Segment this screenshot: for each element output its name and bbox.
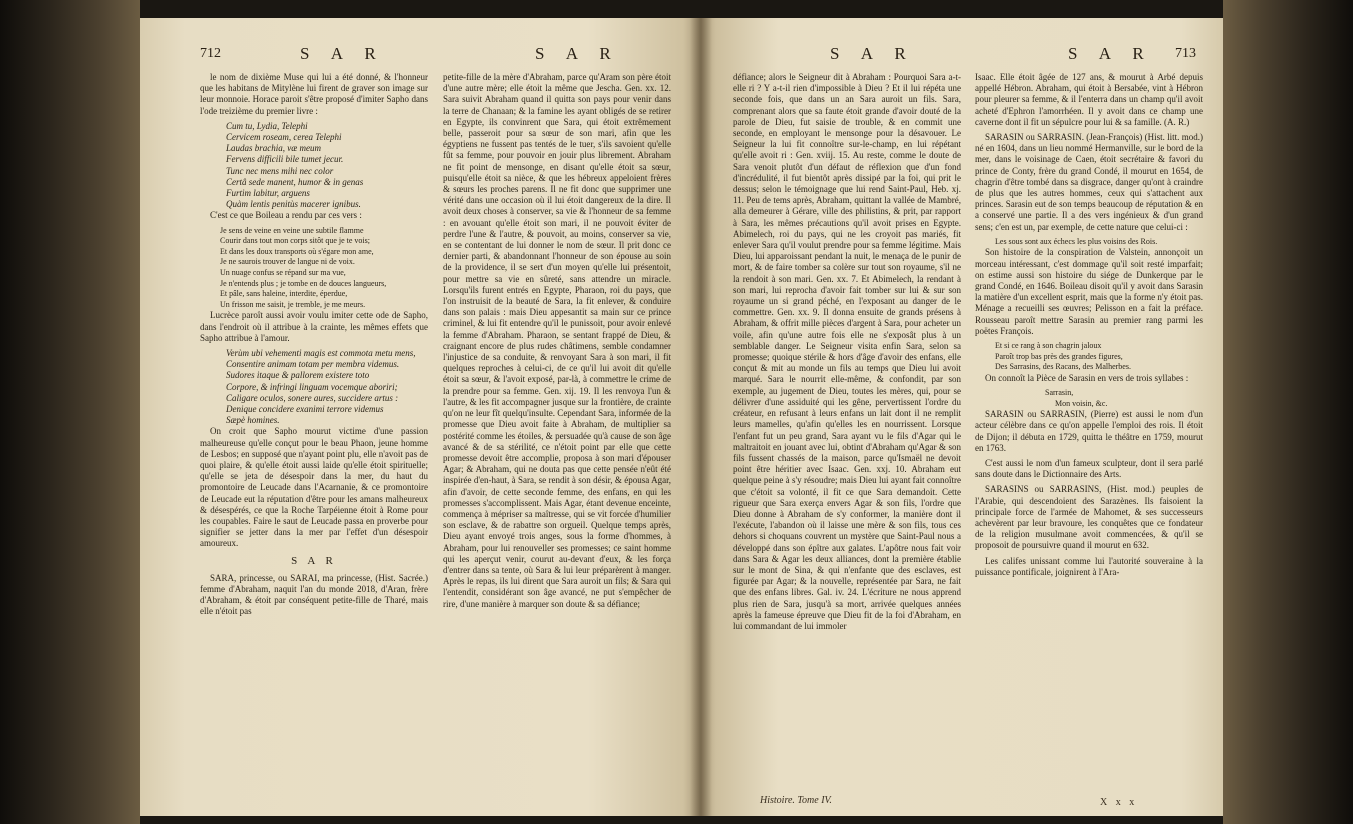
left-page-column-1 bbox=[200, 72, 428, 788]
quote: Les sous sont aux échecs les plus voisins des Rois. bbox=[995, 236, 1158, 246]
running-head-right-col1: S A R bbox=[830, 44, 915, 63]
verse-line: Quàm lentis penitùs macerer ignibus. bbox=[226, 199, 361, 210]
french-verse bbox=[200, 226, 428, 311]
right-page bbox=[700, 18, 1223, 816]
paragraph: C'est ce que Boileau a rendu par ces vers : bbox=[210, 210, 362, 221]
verse-line: Caligare oculos, sonere aures, succidere artus : bbox=[226, 392, 399, 403]
paragraph: le nom de dixième Muse qui lui a été donné, & l'honneur que les habitans de Mitylène lui firent de graver son image sur leur monnoie. Horace paroit s'être proposé d'imiter Sapho dans l'ode treizième du premier livre : bbox=[200, 72, 428, 116]
running-head-left-col2: S A R bbox=[535, 44, 620, 63]
verse-line: Consentire animam totam per membra videmus. bbox=[226, 359, 400, 370]
verse-line: Paroît trop bas près des grandes figures, bbox=[995, 351, 1123, 361]
verse-line: Courir dans tout mon corps sitôt que je te vois; bbox=[220, 236, 370, 246]
section-heading: S A R bbox=[291, 554, 337, 567]
verse-line: Fervens difficili bile tumet jecur. bbox=[226, 154, 344, 165]
verse-line: Cervicem roseam, cerea Telephi bbox=[226, 132, 342, 143]
verse-line: Et pâle, sans haleine, interdite, éperdue, bbox=[220, 289, 348, 299]
book-edge-right bbox=[1223, 0, 1353, 824]
latin-verse-2 bbox=[200, 348, 428, 426]
verse-line: Furtim labitur, arguens bbox=[226, 188, 310, 199]
verse-block bbox=[975, 341, 1203, 373]
running-head-left-col1: S A R bbox=[300, 44, 385, 63]
paragraph: SARASIN ou SARRASIN, (Pierre) est aussi le nom d'un acteur célèbre dans ce qu'on appelle l'emploi des rois. Il étoit de Dijon; il débuta en 1729, quitta le théâtre en 1759, mourut en 1763. bbox=[975, 409, 1203, 453]
verse-line: Je n'entends plus ; je tombe en de douces langueurs, bbox=[220, 278, 387, 288]
verse-line: Laudas brachia, væ meum bbox=[226, 143, 321, 154]
book-edge-left bbox=[0, 0, 140, 824]
verse-line: Verùm ubi vehementi magis est commota metu mens, bbox=[226, 348, 416, 358]
verse-line: Denique concidere exanimi terrore videmus bbox=[226, 404, 384, 415]
paragraph: SARASINS ou SARRASINS, (Hist. mod.) peuples de l'Arabie, qui descendoient des Sarazènes. Ils faisoient la principale force de l'armée de Mahomet, & ses successeurs achevèrent par leur bravoure, les conquêtes que ce fondateur de la religion musulmane avoit commencées, & qu'il se proposoit de poursuivre quand il mourut en 632. bbox=[975, 484, 1203, 551]
paragraph: On connoît la Pièce de Sarasin en vers de trois syllabes : bbox=[985, 372, 1189, 383]
book-gutter bbox=[690, 18, 712, 816]
paragraph: C'est aussi le nom d'un fameux sculpteur, dont il sera parlé sans doute dans le Dictionnaire des Arts. bbox=[975, 458, 1203, 480]
verse-line: Un frisson me saisit, je tremble, je me meurs. bbox=[220, 299, 366, 309]
signature-mark: X x x bbox=[1100, 797, 1138, 808]
verse-line: Un nuage confus se répand sur ma vue, bbox=[220, 268, 346, 278]
paragraph: SARASIN ou SARRASIN. (Jean-François) (Hist. litt. mod.) né en 1604, dans un lieu nommé Hermanville, sur le bord de la mer, dans le voisinage de Caen, étoit secrétaire & favori du prince de Conty, frère du grand Condé, il mourut en 1654, de chagrin d'être tombé dans sa disgrace, danger qu'ont à craindre de plus que les autres hommes, ceux qui s'attachent aux princes. Sarasin eut de son temps beaucoup de réputation & en a conservé une partie. Il a des vers ingénieux & d'un grand sens; c'en est un, par exemple, de cette nature que celui-ci : bbox=[975, 132, 1203, 232]
page-number-left: 712 bbox=[200, 46, 221, 61]
paragraph: Isaac. Elle étoit âgée de 127 ans, & mourut à Arbé depuis appellé Hébron. Abraham, qui étoit à Bersabée, vint à Hébron pour pleurer sa femme, & il l'enterra dans un champ qu'il avoit acheté d'Ephron l'amorrhéen. Il y avoit dans ce champ une caverne dont il fit un sépulcre pour lui & sa famille. (A. R.) bbox=[975, 72, 1203, 127]
verse-line: Corpore, & infringi linguam vocemque aboriri; bbox=[226, 381, 398, 392]
verse-line: Je ne saurois trouver de langue ni de voix. bbox=[220, 257, 355, 267]
verse-block-2 bbox=[975, 388, 1203, 409]
verse-line: Je sens de veine en veine une subtile flamme bbox=[220, 225, 364, 235]
verse-line: Cum tu, Lydia, Telephi bbox=[226, 120, 308, 131]
verse-line: Sæpè homines. bbox=[226, 415, 280, 426]
paragraph: Lucrèce paroît aussi avoir voulu imiter cette ode de Sapho, dans l'endroit où il attribue à la crainte, les mêmes effets que Sapho attribue à l'amour. bbox=[200, 310, 428, 343]
paragraph: défiance; alors le Seigneur dit à Abraham : Pourquoi Sara a-t-elle ri ? Y a-t-il rien d'impossible à Dieu ? Et il lui répéta une seconde fois, que dans un an Sara auroit un fils. Sara, comprenant alors que sa faute étoit grande d'avoir douté de la parole de Dieu, fut saisie de trouble, & en commit une seconde, en employant le mensonge pour la désavouer. Le Seigneur la lui fit connoître sur-le-champ, en lui répétant qu'elle avoit ri : Gen. xviij. 15. Au reste, comme le doute de Sara venoit plutôt d'un défaut de réflexion que d'un fond d'incrédulité, il fut bientôt après dissipé par la foi, qui prit le dessus; selon le témoignage que lui rend Saint-Paul, Heb. xj. 11. Peu de tems après, Abraham, quittant la vallée de Mambré, alla demeurer à Gérare, ville des philistins, & prit, par rapport à Sara, les mêmes précautions qu'il avoit prises en Egypte. Abimelech, roi du pays, qui ne les croyoit pas mariés, fit enlever Sara qu'il voulut prendre pour sa femme légitime. Mais Dieu, lui apparoissant pendant la nuit, le menaça de le punir de mort, & de faire tomber sa colère sur tout son royaume, s'il ne la rendoit à son mari. Gen. xx. 7. Et Abimelech, la rendant à son mari, lui reprocha d'avoir fait tomber sur lui & sur son royaume un si grand péché, en l'exposant au danger de le commettre. Gen. xx. 9. Il donna ensuite de grands présens à Abraham, & offrit mille pièces d'argent à Sara, pour acheter un voile, afin qu'une autre fois elle ne s'exposât plus à un semblable danger. Le Seigneur visita enfin Sara, selon sa promesse; quoique stérile & hors d'âge d'avoir des enfans, elle conçut & mit au monde un fils au temps que Dieu lui avoit marqué. Sara le nourrit elle-même, & confondit, par son exemple, au jugement de Dieu, toutes les mères, qui, pour se délivrer d'une assiduité qui les gêne, pervertissent l'ordre du créateur, en refusant à leurs enfans un lait dont il ne remplit leurs mamelles, qu'afin qu'elles les en nourrissent. Lorsque l'enfant fut un peu grand, Sara ayant vu le fils d'Agar qui le maltraitoit en jouant avec lui, obtint d'Abraham qu'Agar & son fils fussent chassés de la maison, parce qu'Ismaël ne devoit point être héritier avec Isaac. Gen. xxj. 10. Abraham eut quelque peine à s'y résoudre; mais Dieu lui ayant fait connoître que c'étoit sa volonté, il fit ce que Sara demandoit. Cette rigueur que Sara exerça envers Agar & son fils, l'ordre que Dieu donne à Abraham de s'y conformer, la manière dont il l'exécute, l'abandon où il laisse une mère & son fils, tous ces dehors si choquans couvrent un mystère que Saint-Paul nous a développé dans son épître aux galates. L'apôtre nous fait voir dans Sara & Agar les deux alliances, dont la première établie sur le mont de Sina, & qui n'enfante que des esclaves, est figurée par Agar; & la nouvelle, représentée par Sara, ne fait que des enfans libres. Gal. iv. 24. L'écriture ne nous apprend plus rien de Sara, jusqu'à sa mort, arrivée quelques années après la fameuse épreuve que Dieu fit de la foi d'Abraham, en lui commandant de lui immoler bbox=[733, 72, 961, 631]
page-footer: Histoire. Tome IV. bbox=[760, 795, 832, 806]
running-head-right-col2: S A R bbox=[1068, 44, 1153, 63]
left-page bbox=[140, 18, 700, 816]
left-page-column-2 bbox=[443, 72, 671, 788]
verse-line: Sudores itaque & pallorem existere toto bbox=[226, 370, 370, 381]
verse-line: Et si ce rang à son chagrin jaloux bbox=[995, 341, 1102, 351]
verse-line: Mon voisin, &c. bbox=[1055, 398, 1108, 408]
paragraph: petite-fille de la mère d'Abraham, parce qu'Aram son père étoit d'une autre mère; elle étoit la même que Jescha. Gen. xx. 12. Sara suivit Abraham quand il quitta son pays pour venir dans la terre de Chanaan; & la famine les ayant obligés de se retirer en Egypte, ils convinrent que Sara, qui étoit extrêmement belle, passeroit pour sa sœur de son mari, afin que les égyptiens ne fussent pas tentés de le tuer, s'ils savoient qu'elle fût sa femme, pour pouvoir en jouir plus librement. Abraham ne fit point de mensonge, en disant qu'elle étoit sa sœur, puisqu'elle étoit sa nièce, & que les hébreux appeloient frères & sœurs les proches parens. Il ne fit donc que supprimer une vérité dans une occasion où il lui étoit dangereux de la dire. Il avoit deux choses à conserver, sa vie & l'honneur de sa femme : en avouant qu'elle étoit son mari, il ne pouvoit éviter de perdre l'une & l'autre, & pouvoit, au moins, conserver sa vie, en se contentant de lui donner le nom de sœur. Il prit donc ce dernier parti, & abandonnant l'honneur de son épouse au soin de la providence, il se sert d'un moyen qu'elle lui présentoit, pour mettre sa vie en sûreté, sans attendre un miracle. Lorsqu'ils furent entrés en Egypte, Pharaon, roi du pays, que l'on instruisit de la beauté de Sara, la fit enlever, & conduire dans son palais : mais Dieu appesantit sa main sur ce prince criminel, & lui fit entendre qu'il le punissoit, pour avoir enlevé la femme d'Abraham. Pharaon, se sentant frappé de Dieu, & craignant encore de plus rudes châtimens, semble condamner l'injustice de sa conduite, & renvoyant Sara à son mari, il fit quelques reproches à celui-ci, de ce qu'il lui avoit dit qu'elle étoit sa sœur, & l'avoit exposé, par-là, à commettre le crime de la prendre pour sa femme. Gen. xij. 19. Il les renvoya l'un & l'autre, & les fit accompagner jusque sur la frontière, de crainte qu'on ne leur fît quelqu'insulte. Cependant Sara, informée de la promesse que Dieu avoit faite à Abraham, de multiplier sa postérité comme les étoiles, & persuadée qu'à cause de son âge avancé & de sa stérilité, ce n'étoit point par elle que cette promesse devoit être accomplie, proposa à son mari d'épouser Agar; & Abraham, qui ne douta pas que cette pensée n'eût été inspirée d'en-haut, à Sara, se rendit à son désir, & épousa Agar, afin d'avoir, de cette seconde femme, des enfans, en qui les promesses s'accomplissent. Mais Agar, étant devenue enceinte, commença à mépriser sa maîtresse, qui se vit forcée d'humilier son esclave, & de rabattre son orgueil. Quelque temps après, Dieu ayant envoyé trois anges, sous la forme d'hommes, à Abraham, pour lui renouveller ses promesses; ce saint homme qui les aperçut venir, courut au-devant d'eux, & les força d'entrer dans sa tente, où Sara & lui leur préparèrent à manger. Après le repas, ils lui dirent que Sara auroit un fils; & Sara qui l'entendit, considérant son âge avancé, ne put s'empêcher de rire, d'une manière à marquer son doute & sa défiance; bbox=[443, 72, 671, 609]
page-number-right: 713 bbox=[1175, 46, 1196, 61]
verse-line: Et dans les doux transports où s'égare mon ame, bbox=[220, 246, 374, 256]
right-page-column-1 bbox=[733, 72, 961, 788]
paragraph: SARA, princesse, ou SARAI, ma princesse, (Hist. Sacrée.) femme d'Abraham, naquit l'an du monde 2018, d'Aran, frère d'Abraham, & étoit par conséquent petite-fille de Tharé, mais elle n'étoit pas bbox=[200, 572, 428, 617]
verse-line: Sarrasin, bbox=[1045, 388, 1074, 398]
paragraph: On croit que Sapho mourut victime d'une passion malheureuse qu'elle conçut pour le beau Phaon, jeune homme de Lesbos; en supposé que n'ayant point plu, elle n'avoit pas de quoi plaire, & qu'elle étoit aussi laide qu'elle étoit spirituelle; qu'elle se jeta de désespoir dans la mer, du haut du promontoire de Leucade dans l'Acarnanie, & ce promontoire de Leucade eut la réputation d'être pour les amans malheureux & désespérés, ce que la Roche Tarpéienne étoit à Rome pour les coupables. Faire le saut de Leucade passa en proverbe pour signifier se jetter dans la mer par l'effet d'un désespoir amoureux. bbox=[200, 426, 428, 549]
right-page-column-2 bbox=[975, 72, 1203, 788]
paragraph: Les califes unissant comme lui l'autorité souveraine à la puissance pontificale, joignirent à l'Ara- bbox=[975, 555, 1203, 577]
latin-verse bbox=[200, 121, 428, 211]
paragraph: Son histoire de la conspiration de Valstein, annonçoit un morceau intéressant, c'est dommage qu'il soit resté imparfait; on estime aussi son histoire du siége de Dunkerque par le grand Condé, en 1646. Boileau disoit qu'il y avoit dans Sarasin la matière d'un excellent esprit, mais que la forme n'y étoit pas. Ménage a recueilli ses œuvres; Pelisson en a fait la préface. Rousseau paroît mettre Sarasin au premier rang parmi les poëtes François. bbox=[975, 247, 1203, 336]
verse-line: Certâ sede manent, humor & in genas bbox=[226, 176, 364, 187]
verse-line: Tunc nec mens mihi nec color bbox=[226, 165, 334, 176]
verse-line: Des Sarrasins, des Racans, des Malherbes. bbox=[995, 362, 1131, 372]
